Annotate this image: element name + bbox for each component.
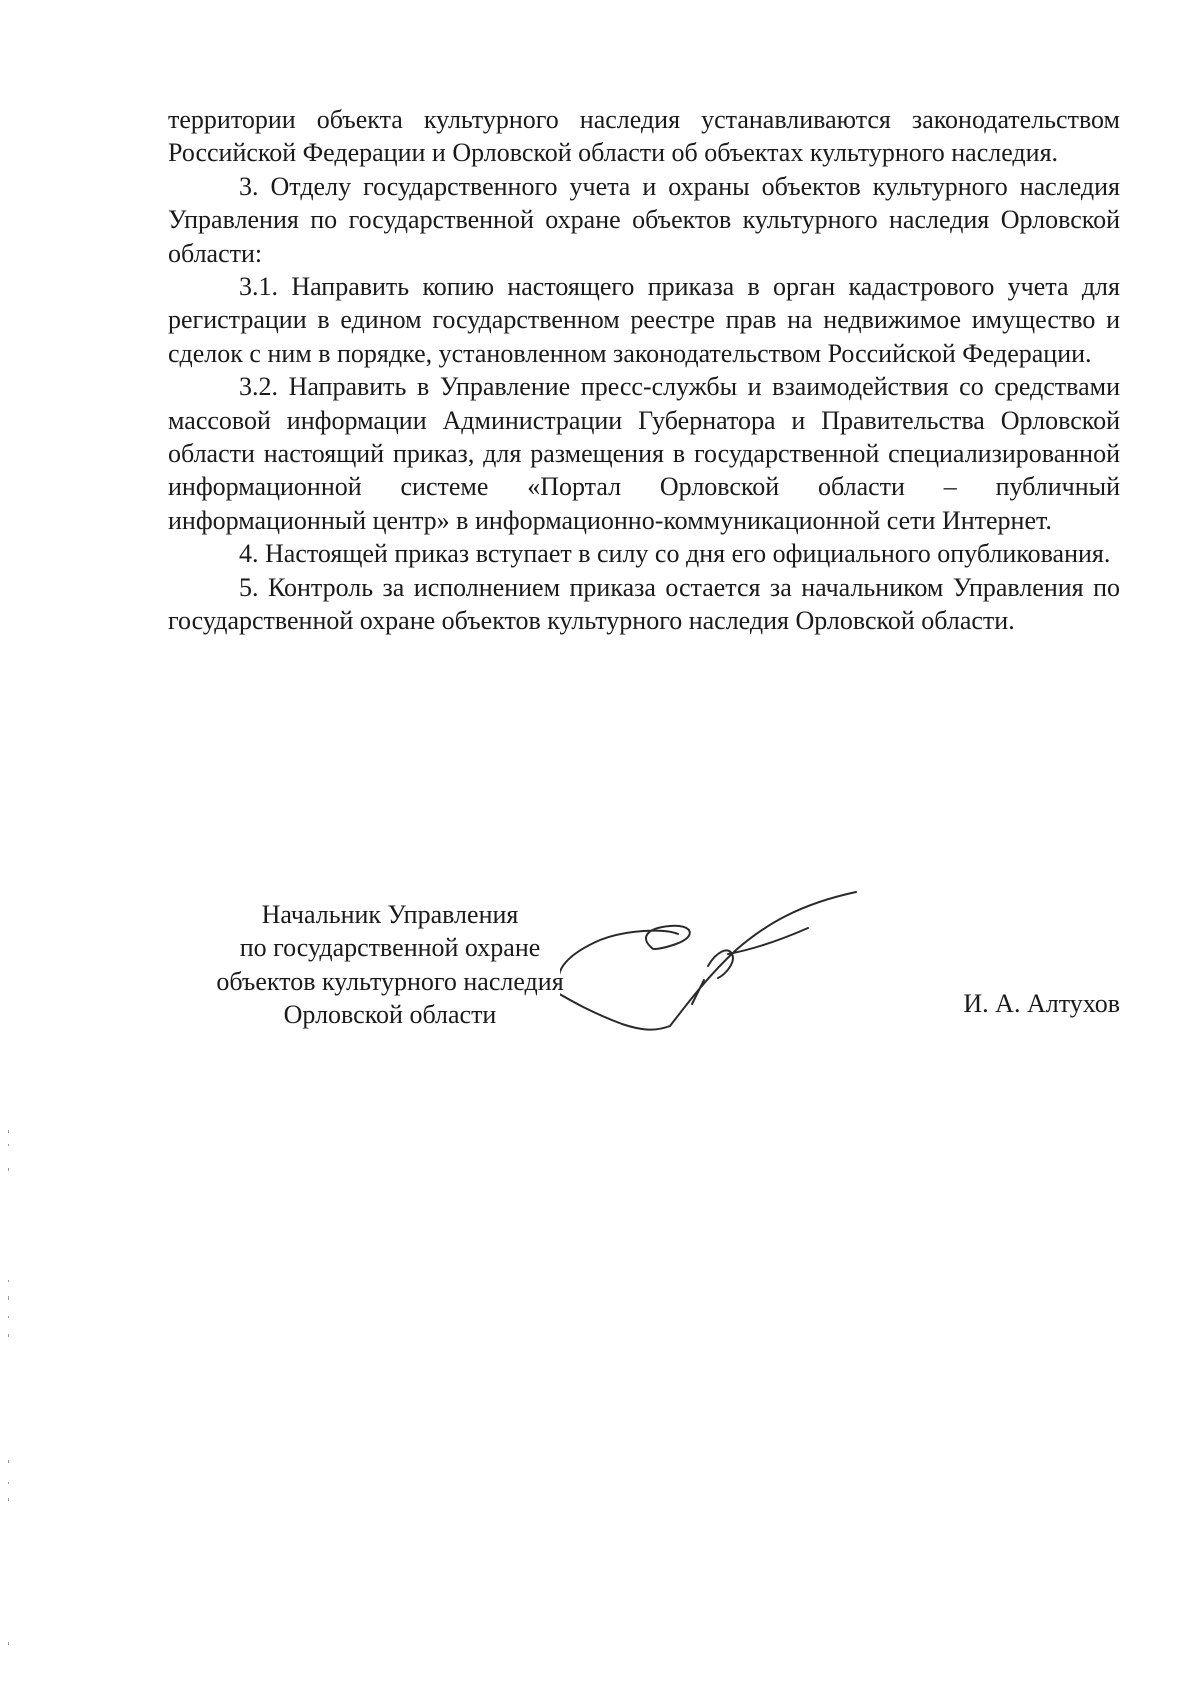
handwritten-signature: [560, 888, 870, 1038]
paragraph-item-4: 4. Настоящей приказ вступает в силу со дня его официального опубликования.: [239, 539, 1111, 569]
signer-title-line: Орловской области: [283, 1000, 497, 1030]
paragraph-item-3-1: 3.1. Направить копию настоящего приказа в орган кадастрового учета для регистрации в едином государственном реестре прав на недвижимое имущество и сделок с ним в порядке, установленном законодательством Российской Федерации.: [168, 272, 1120, 368]
signer-title-line: объектов культурного наследия: [216, 966, 564, 996]
signer-title-line: по государственной охране: [239, 933, 541, 963]
signer-name: И. А. Алтухов: [963, 989, 1120, 1018]
signer-title-line: Начальник Управления: [261, 900, 519, 929]
document-body: [168, 103, 1120, 638]
signer-title: [160, 898, 620, 1032]
scan-margin-specks: [6, 1130, 12, 1650]
paragraph-item-5: 5. Контроль за исполнением приказа остается за начальником Управления по государственной охране объектов культурного наследия Орловской области.: [168, 572, 1120, 636]
paragraph-item-3-2: 3.2. Направить в Управление пресс-службы и взаимодействия со средствами массовой информации Администрации Губернатора и Правительства Орловской области настоящий приказ, для размещения в государственной специализированной информационной системе «Портал Орловской области – публичный информационный центр» в информационно-коммуникационной сети Интернет.: [168, 372, 1120, 535]
paragraph-continuation: территории объекта культурного наследия устанавливаются законодательством Российской Федерации и Орловской области об объектах культурного наследия.: [168, 105, 1120, 168]
paragraph-item-3: 3. Отделу государственного учета и охраны объектов культурного наследия Управления по государственной охране объектов культурного наследия Орловской области:: [168, 171, 1120, 268]
